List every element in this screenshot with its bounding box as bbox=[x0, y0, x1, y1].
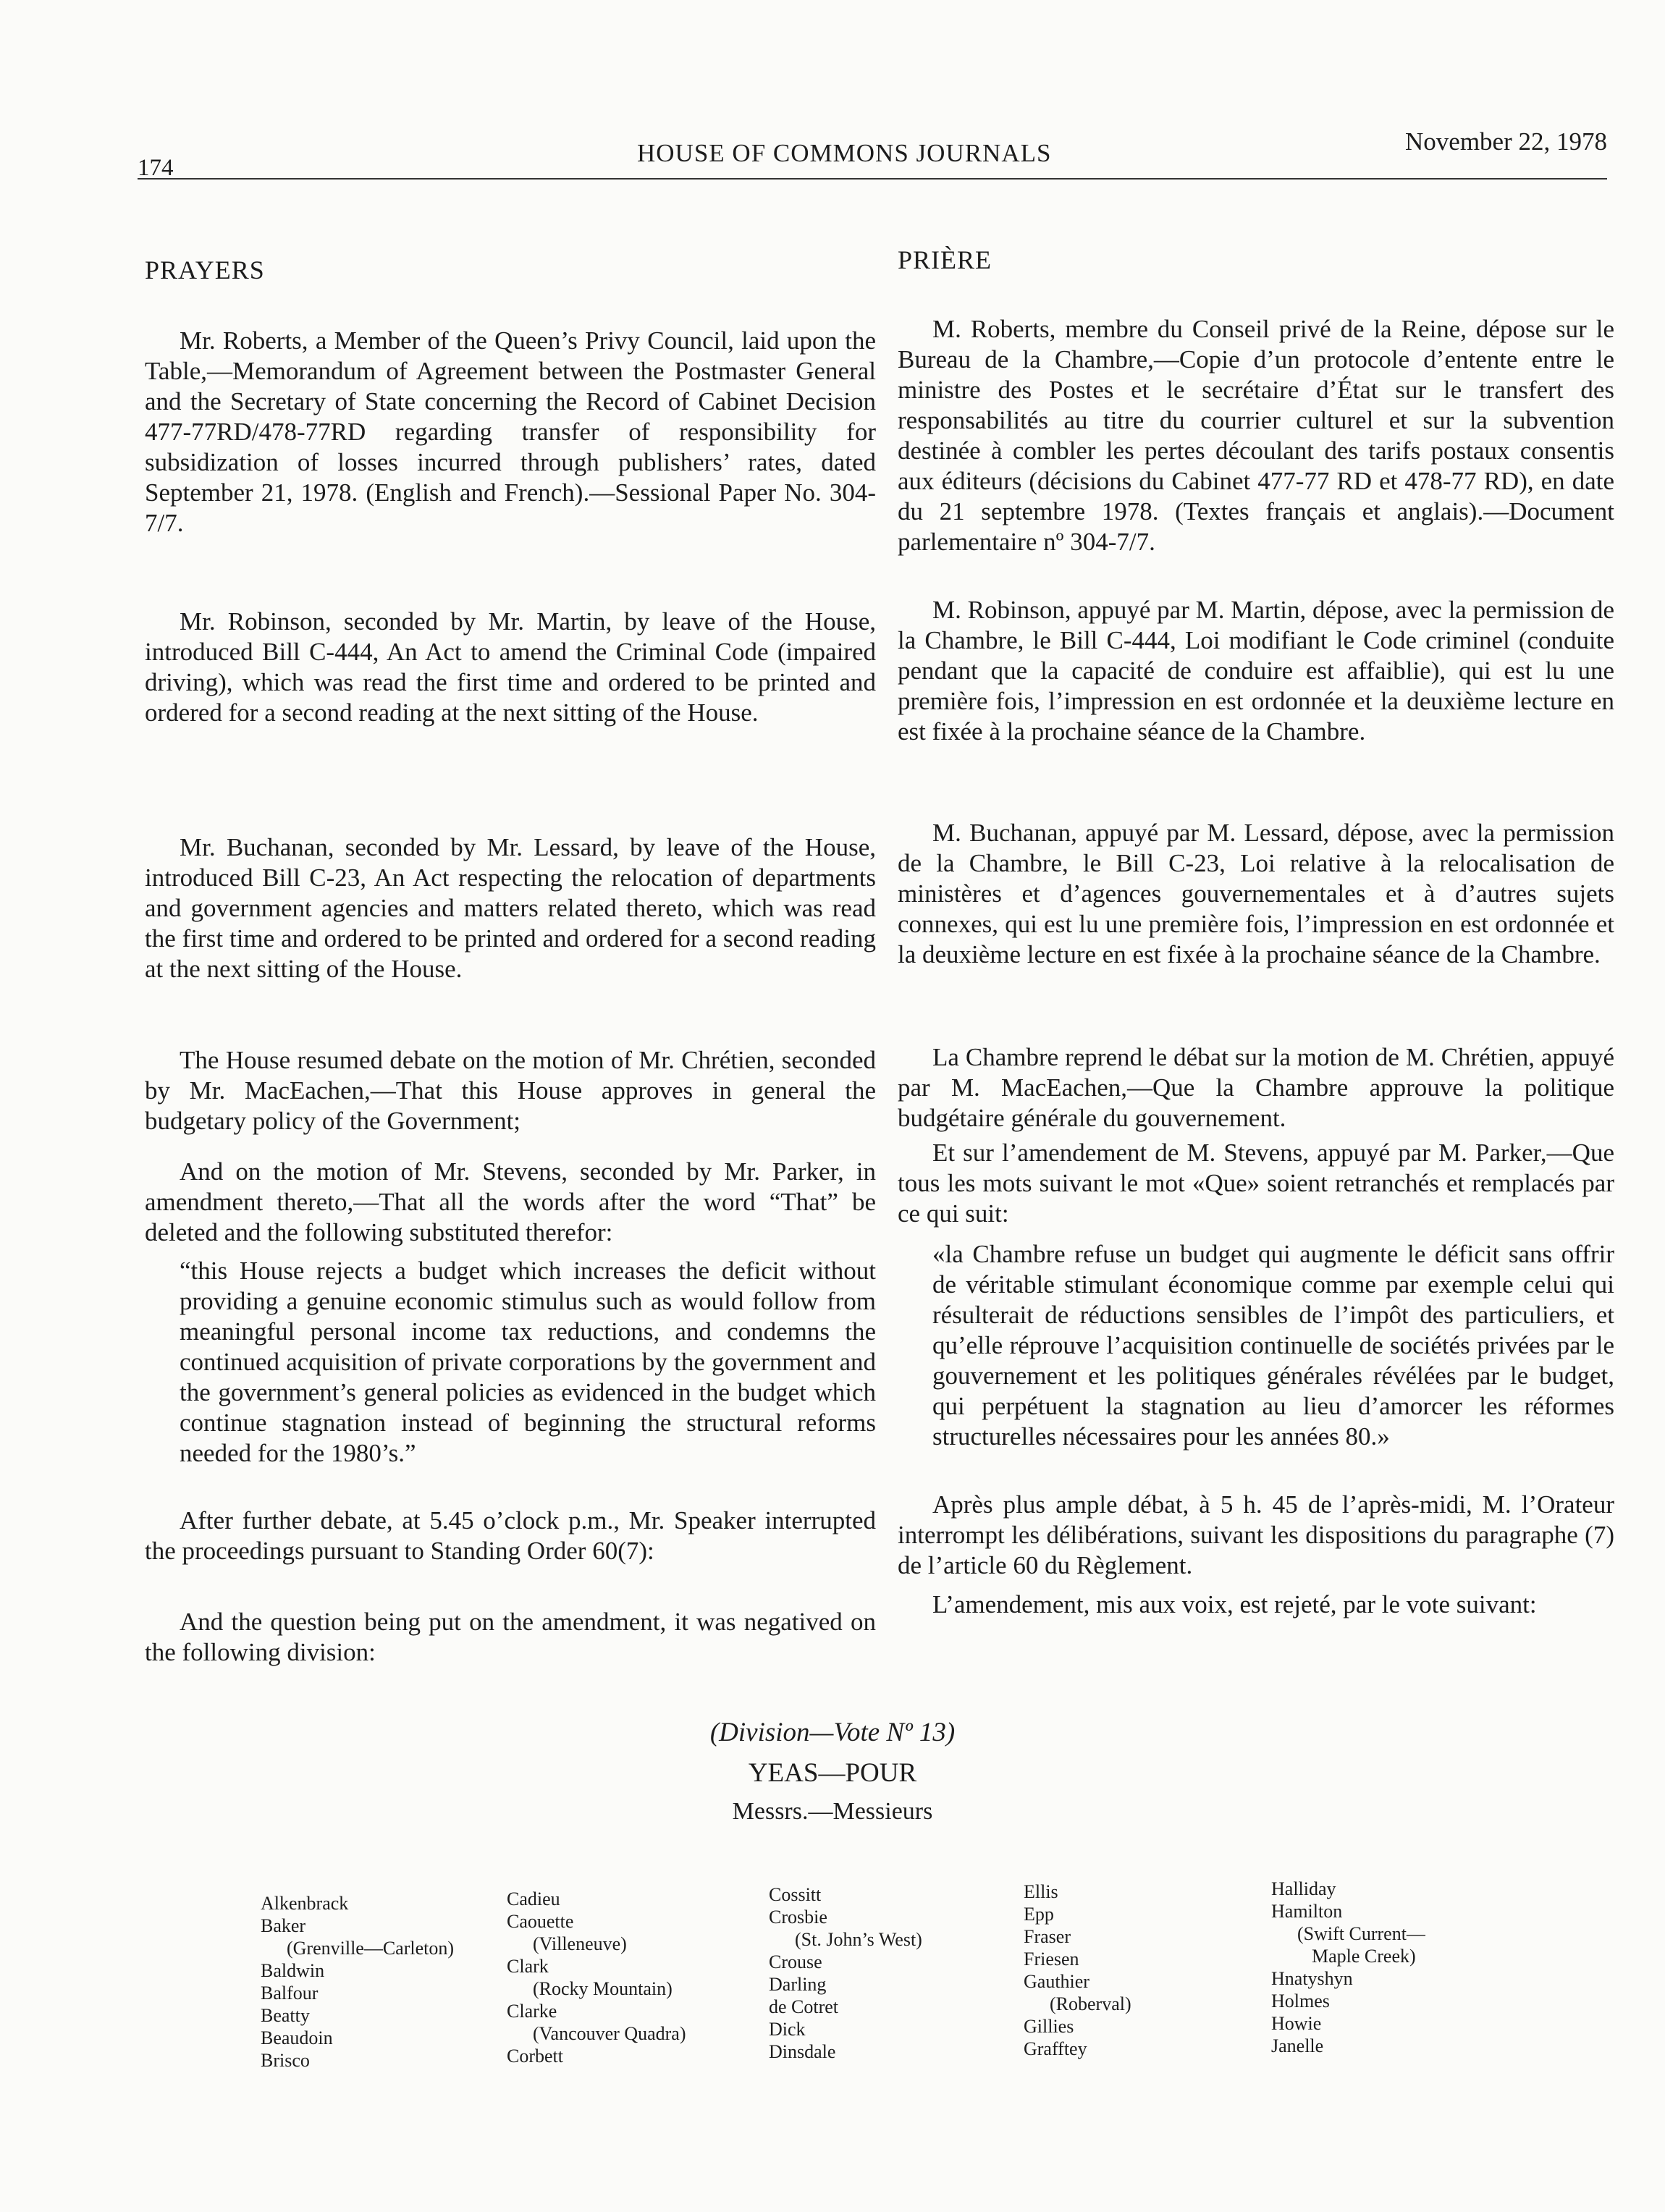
member-riding: (Grenville—Carleton) bbox=[287, 1938, 455, 1959]
member-name: Baker bbox=[261, 1915, 306, 1936]
en-para-further-debate: After further debate, at 5.45 o’clock p.m., Mr. Speaker interrupted the proceedings pursuant to Standing Order 60(7): bbox=[145, 1506, 876, 1565]
member-name: Clarke bbox=[507, 2001, 557, 2022]
member-riding: (Villeneuve) bbox=[533, 1933, 627, 1954]
header-date: November 22, 1978 bbox=[1405, 127, 1607, 156]
en-para-robinson: Mr. Robinson, seconded by Mr. Martin, by leave of the House, introduced Bill C-444, An Act to amend the Criminal Code (impaired driving), which was read the first time and ordered to be printed and ordered for a second reading at the next sitting of the House. bbox=[145, 607, 876, 727]
member-name: Crouse bbox=[769, 1951, 822, 1972]
member-name: Gillies bbox=[1024, 2016, 1074, 2037]
names-column-2 bbox=[507, 1888, 686, 2067]
member-name: Gauthier bbox=[1024, 1971, 1089, 1992]
fr-para-stevens-motion: Et sur l’amendement de M. Stevens, appuyé par M. Parker,—Que tous les mots suivant le mot «Que» soient retranchés et remplacés par ce qui suit: bbox=[898, 1139, 1614, 1228]
member-name: Crosbie bbox=[769, 1907, 827, 1928]
member-riding: (Swift Current— bbox=[1297, 1923, 1425, 1944]
en-para-buchanan: Mr. Buchanan, seconded by Mr. Lessard, by leave of the House, introduced Bill C-23, An Act respecting the relocation of departments and government agencies and matters related thereto, which was read the first time and ordered to be printed and ordered for a second reading at the next sitting of the House. bbox=[145, 833, 876, 983]
journal-title: HOUSE OF COMMONS JOURNALS bbox=[637, 139, 1052, 167]
member-name: Howie bbox=[1271, 2013, 1322, 2034]
member-name: Baldwin bbox=[261, 1960, 325, 1981]
fr-para-roberts: M. Roberts, membre du Conseil privé de la Reine, dépose sur le Bureau de la Chambre,—Copie d’un protocole d’entente entre le ministre des Postes et le secrétaire d’État sur le transfert des responsabilités au titre du courrier culturel et sur la subvention destinée à combler les pertes découlant des tarifs postaux consentis aux éditeurs (décisions du Cabinet 477-77 RD et 478-77 RD), en date du 21 septembre 1978. (Textes français et anglais).—Document parlementaire nº 304-7/7. bbox=[898, 315, 1614, 556]
fr-para-question-put: L’amendement, mis aux voix, est rejeté, par le vote suivant: bbox=[932, 1590, 1537, 1618]
en-para-stevens-motion: And on the motion of Mr. Stevens, seconded by Mr. Parker, in amendment thereto,—That all the words after the word “That” be deleted and the following substituted therefor: bbox=[145, 1157, 876, 1246]
names-column-4 bbox=[1024, 1880, 1131, 2060]
fr-amendment-quote: «la Chambre refuse un budget qui augmente le déficit sans offrir de véritable stimulant économique comme par exemple celui qui résulterait de réductions sensibles de l’impôt des particuliers, et qu’elle réprouve l’acquisition continuelle de sociétés privées par le gouvernement et les politiques générales révélées par le budget, qui perpétuent la stagnation au lieu d’amorcer les réformes structurelles nécessaires pour les années 80.» bbox=[932, 1240, 1614, 1451]
member-name: Brisco bbox=[261, 2050, 310, 2071]
member-name: Janelle bbox=[1271, 2035, 1324, 2056]
member-name: Darling bbox=[769, 1974, 827, 1995]
member-name: Friesen bbox=[1024, 1949, 1079, 1970]
member-name: Caouette bbox=[507, 1911, 574, 1932]
heading-prayers: PRAYERS bbox=[145, 256, 265, 284]
member-riding: (Rocky Mountain) bbox=[533, 1978, 673, 1999]
fr-para-robinson: M. Robinson, appuyé par M. Martin, dépose, avec la permission de la Chambre, le Bill C-444, Loi modifiant le Code criminel (conduite pendant que la capacité de conduire est affaiblie), qui est lu une première fois, l’impression en est ordonnée et la deuxième lecture en est fixée à la prochaine séance de la Chambre. bbox=[898, 596, 1614, 746]
heading-priere: PRIÈRE bbox=[898, 245, 992, 274]
member-riding: (Roberval) bbox=[1050, 1993, 1131, 2014]
member-name: Cadieu bbox=[507, 1888, 560, 1909]
member-name: Beatty bbox=[261, 2005, 310, 2026]
fr-para-further-debate: Après plus ample débat, à 5 h. 45 de l’après-midi, M. l’Orateur interrompt les délibérations, suivant les dispositions du paragraphe (7) de l’article 60 du Règlement. bbox=[898, 1490, 1614, 1579]
division-title: (Division—Vote Nº 13) bbox=[709, 1718, 956, 1747]
member-name: Cossitt bbox=[769, 1884, 822, 1905]
member-name: Ellis bbox=[1024, 1881, 1058, 1902]
names-column-1 bbox=[261, 1892, 454, 2072]
messrs-heading: Messrs.—Messieurs bbox=[732, 1798, 933, 1825]
page-number: 174 bbox=[138, 155, 174, 181]
member-name: Alkenbrack bbox=[261, 1893, 349, 1914]
en-para-question-put: And the question being put on the amendment, it was negatived on the following division: bbox=[145, 1608, 876, 1666]
yeas-heading: YEAS—POUR bbox=[748, 1758, 917, 1788]
member-name: Fraser bbox=[1024, 1926, 1071, 1947]
member-name: Holmes bbox=[1271, 1991, 1330, 2012]
member-riding: (St. John’s West) bbox=[795, 1929, 922, 1950]
member-name: Epp bbox=[1024, 1904, 1054, 1925]
names-column-5 bbox=[1271, 1878, 1425, 2057]
member-name: Grafftey bbox=[1024, 2038, 1087, 2059]
member-riding: Maple Creek) bbox=[1312, 1946, 1416, 1967]
member-name: Balfour bbox=[261, 1983, 319, 2004]
member-name: Dick bbox=[769, 2019, 806, 2040]
member-name: Beaudoin bbox=[261, 2027, 333, 2048]
member-name: Hamilton bbox=[1271, 1901, 1343, 1922]
en-para-roberts: Mr. Roberts, a Member of the Queen’s Privy Council, laid upon the Table,—Memorandum of Agreement between the Postmaster General and the Secretary of State concerning the Record of Cabinet Decision 477-77RD/478-77RD regarding transfer of responsibility for subsidization of losses incurred through publishers’ rates, dated September 21, 1978. (English and French).—Sessional Paper No. 304-7/7. bbox=[145, 326, 876, 537]
en-amendment-quote: “this House rejects a budget which increases the deficit without providing a genuine economic stimulus such as would follow from meaningful personal income tax reductions, and condemns the continued acquisition of private corporations by the government and the government’s general policies as evidenced in the budget which continue stagnation instead of beginning the structural reforms needed for the 1980’s.” bbox=[180, 1257, 876, 1467]
member-name: Corbett bbox=[507, 2046, 563, 2067]
member-name: Clark bbox=[507, 1956, 549, 1977]
member-name: de Cotret bbox=[769, 1996, 839, 2017]
member-name: Dinsdale bbox=[769, 2041, 836, 2062]
member-riding: (Vancouver Quadra) bbox=[533, 2023, 686, 2044]
member-name: Halliday bbox=[1271, 1878, 1336, 1899]
names-column-3 bbox=[769, 1883, 922, 2063]
en-para-resumed-debate: The House resumed debate on the motion of Mr. Chrétien, seconded by Mr. MacEachen,—That this House approves in general the budgetary policy of the Government; bbox=[145, 1046, 876, 1135]
member-name: Hnatyshyn bbox=[1271, 1968, 1353, 1989]
page-header bbox=[138, 127, 1607, 180]
fr-para-buchanan: M. Buchanan, appuyé par M. Lessard, dépose, avec la permission de la Chambre, le Bill C-23, Loi relative à la relocalisation de ministères et d’agences gouvernementales et à d’autres sujets connexes, qui est lu une première fois, l’impression en est ordonnée et la deuxième lecture en est fixée à la prochaine séance de la Chambre. bbox=[898, 819, 1614, 968]
fr-para-resumed-debate: La Chambre reprend le débat sur la motion de M. Chrétien, appuyé par M. MacEachen,—Que la Chambre approuve la politique budgétaire générale du gouvernement. bbox=[898, 1043, 1614, 1132]
